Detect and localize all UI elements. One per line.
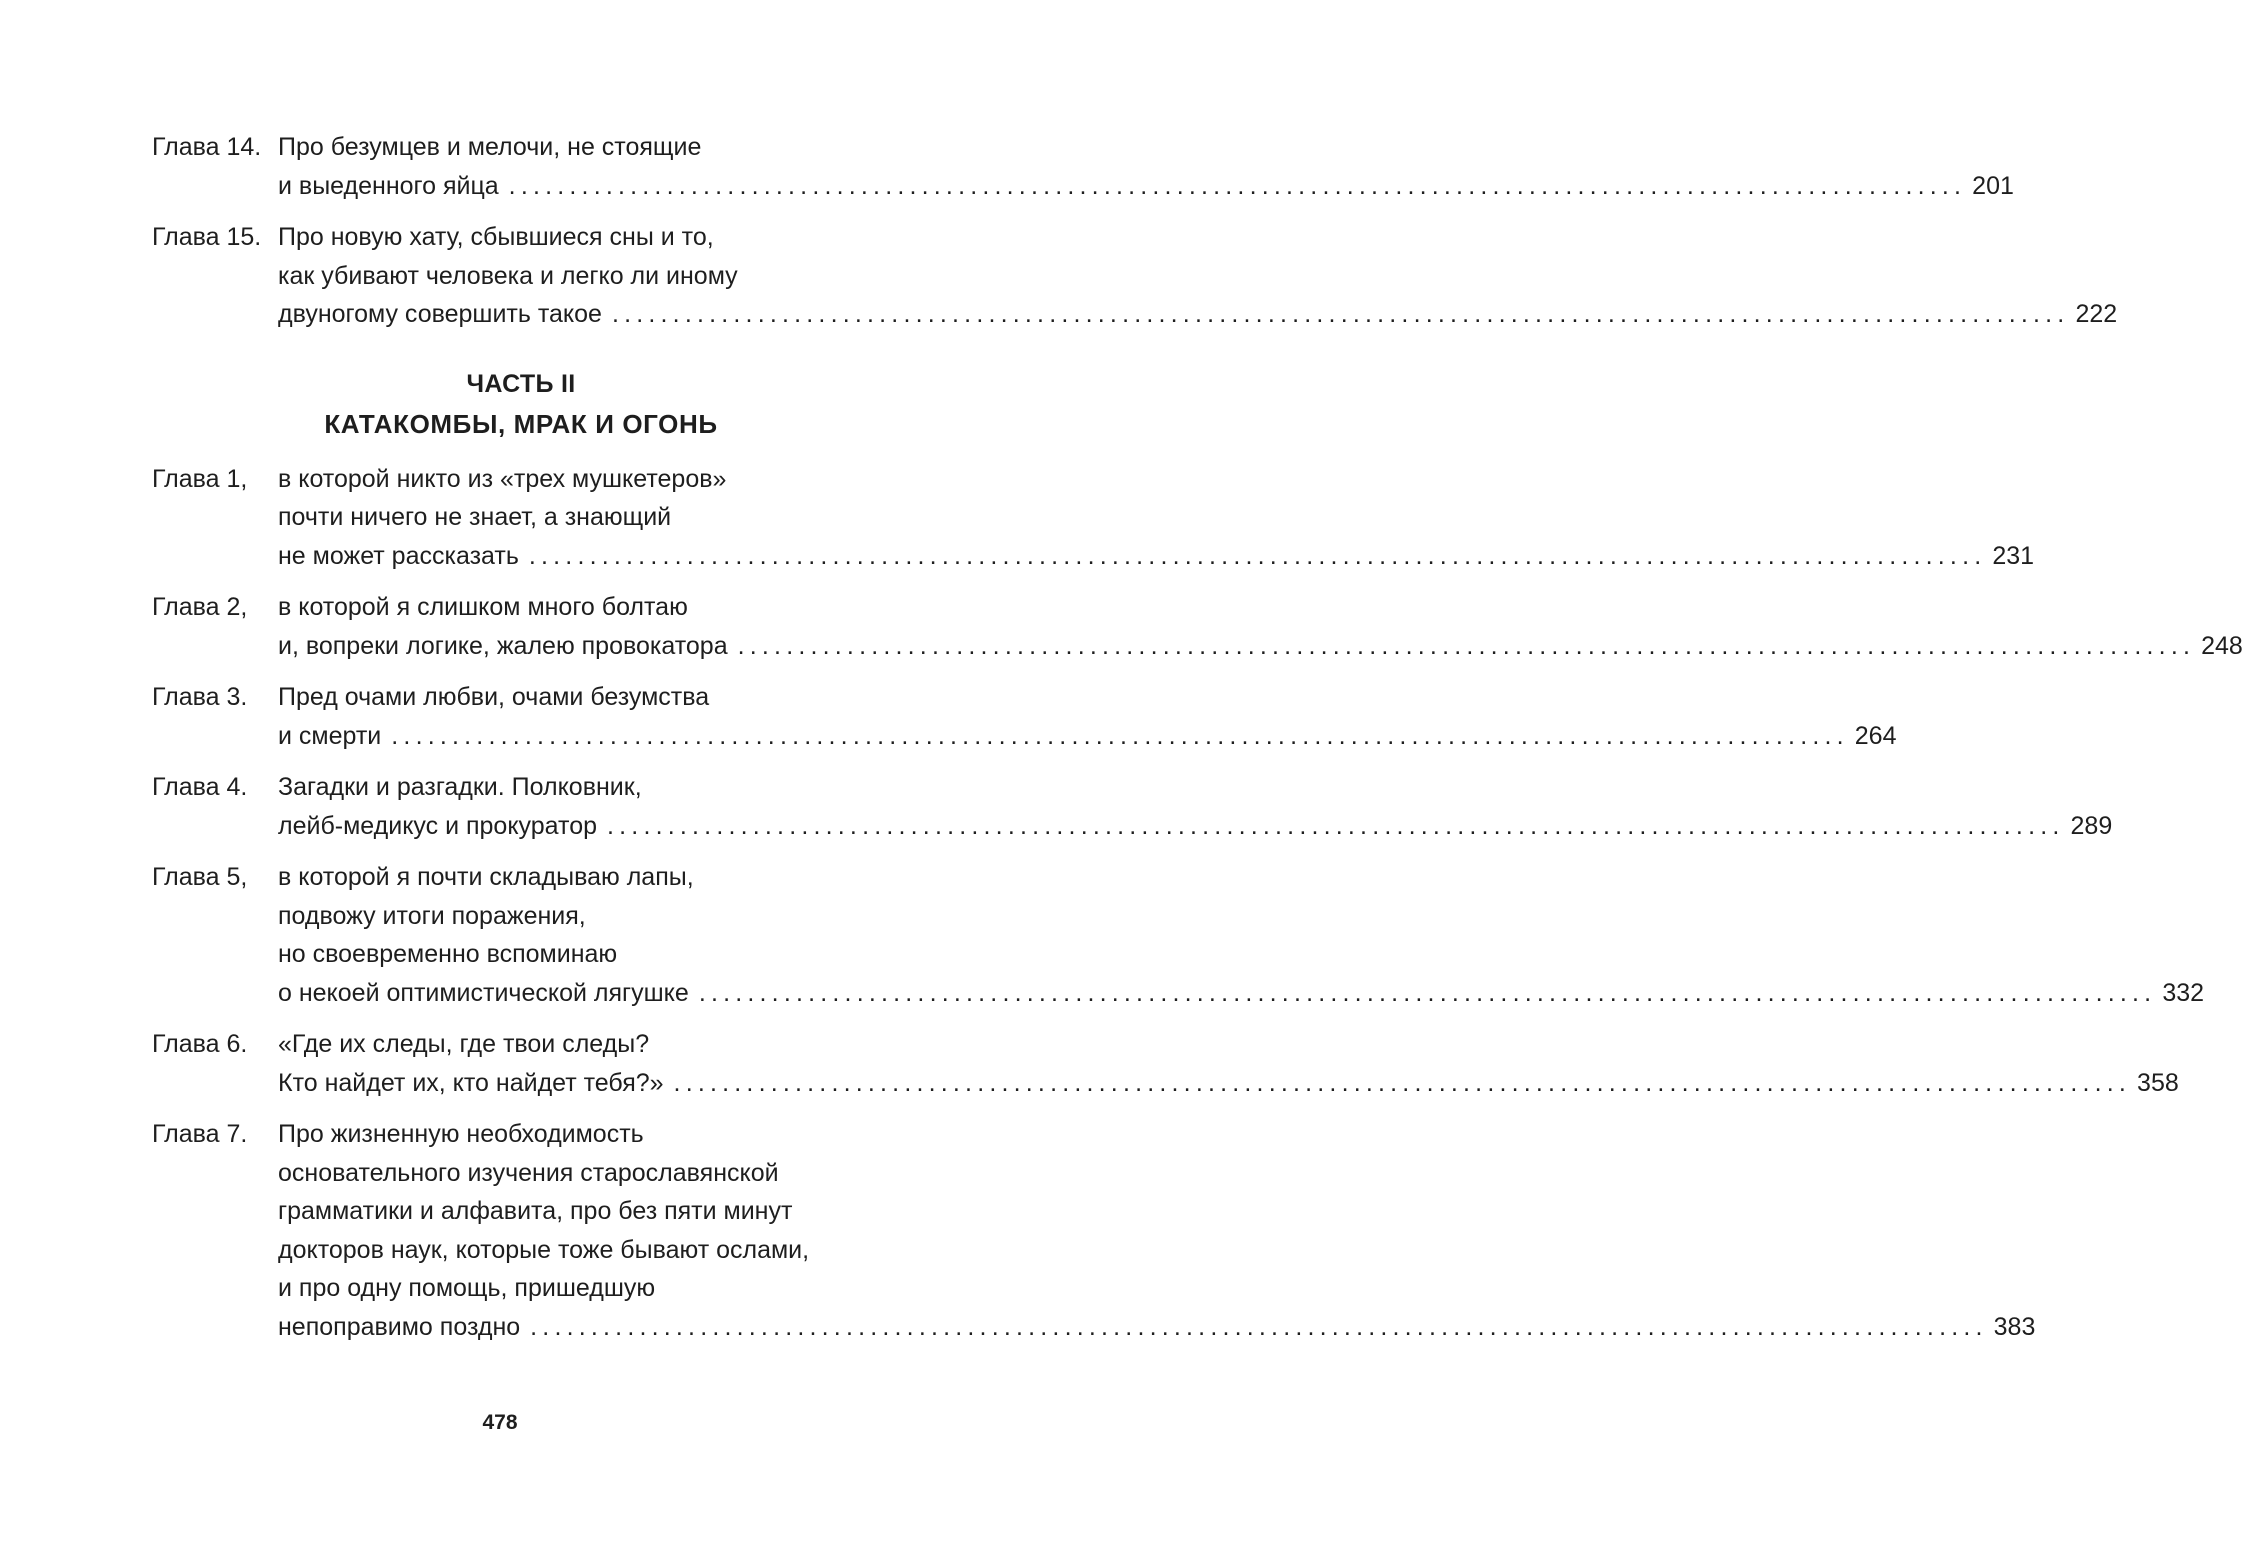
dot-leader: ........................................................................................................................ <box>528 541 1987 570</box>
title-line: Про жизненную необходимость <box>278 1120 644 1148</box>
chapter-label: Глава 14. <box>152 133 262 161</box>
dot-leader: ........................................................................................................................ <box>737 631 2196 660</box>
chapter-title <box>278 678 1897 755</box>
chapter-title <box>278 588 2243 665</box>
dot-leader: ........................................................................................................................ <box>391 721 1849 750</box>
chapter-label: Глава 2, <box>152 593 248 621</box>
title-line: лейб-медикус и прокуратор <box>278 811 598 840</box>
part-title: КАТАКОМБЫ, МРАК И ОГОНЬ <box>324 408 718 439</box>
chapter-label: Глава 1, <box>152 464 248 493</box>
chapter-label: Глава 4. <box>152 773 248 801</box>
title-line: основательного изучения старославянской <box>278 1158 779 1187</box>
title-line: Пред очами любви, очами безумства <box>278 683 710 711</box>
dot-leader: ........................................................................................................................ <box>673 1068 2132 1097</box>
chapter-title <box>278 858 2205 1012</box>
title-last-line <box>278 1064 2179 1103</box>
title-line: двуногому совершить такое <box>278 300 602 328</box>
toc-entry-chapter-2 <box>152 588 2243 665</box>
toc-entry-chapter-15 <box>152 218 2118 334</box>
title-line: не может рассказать <box>278 541 519 570</box>
toc-entry-chapter-4 <box>152 768 2113 845</box>
title-line: о некоей оптимистической лягушке <box>278 978 689 1007</box>
chapter-title <box>278 128 2014 205</box>
title-line: грамматики и алфавита, про без пяти минут <box>278 1197 793 1225</box>
part-label: ЧАСТЬ II <box>466 369 576 398</box>
toc-entry-chapter-7 <box>152 1115 2036 1346</box>
title-last-line <box>278 717 1897 756</box>
chapter-label: Глава 5, <box>152 863 248 891</box>
title-last-line <box>278 167 2014 206</box>
page-number: 222 <box>2075 300 2118 328</box>
toc-entry-chapter-14 <box>152 128 2014 205</box>
chapter-label: Глава 3. <box>152 683 248 711</box>
title-line: но своевременно вспоминаю <box>278 940 618 968</box>
title-line: в которой я почти складываю лапы, <box>278 863 694 891</box>
title-line: докторов наук, которые тоже бывают ослами, <box>278 1235 810 1264</box>
page-number: 332 <box>2162 978 2205 1007</box>
table-of-contents <box>152 128 2243 1359</box>
page-number: 264 <box>1854 721 1897 750</box>
toc-entry-chapter-5 <box>152 858 2205 1012</box>
dot-leader: ........................................................................................................................ <box>508 171 1967 200</box>
chapter-title <box>278 1025 2179 1102</box>
title-line: непоправимо поздно <box>278 1312 521 1341</box>
page-number: 383 <box>1993 1312 2036 1341</box>
title-line: Кто найдет их, кто найдет тебя?» <box>278 1068 664 1097</box>
title-last-line <box>278 807 2113 846</box>
page-number: 201 <box>1972 171 2014 200</box>
chapter-title <box>278 768 2113 845</box>
chapter-title <box>278 1115 2036 1346</box>
title-line: в которой я слишком много болтаю <box>278 593 688 621</box>
title-line: Загадки и разгадки. Полковник, <box>278 773 642 801</box>
title-line: и, вопреки логике, жалею провокатора <box>278 631 728 660</box>
title-line: в которой никто из «трех мушкетеров» <box>278 464 727 493</box>
title-last-line <box>278 1308 2036 1347</box>
page-number: 289 <box>2070 811 2113 840</box>
title-line: как убивают человека и легко ли иному <box>278 261 738 290</box>
title-line: подвожу итоги поражения, <box>278 901 586 930</box>
title-line: «Где их следы, где твои следы? <box>278 1030 650 1058</box>
page-folio: 478 <box>482 1411 518 1434</box>
part-heading <box>152 364 890 444</box>
chapter-title <box>278 218 2118 334</box>
title-line: и выеденного яйца <box>278 171 499 200</box>
dot-leader: ........................................................................................................................ <box>611 300 2070 328</box>
title-last-line <box>278 295 2118 334</box>
title-line: Про безумцев и мелочи, не стоящие <box>278 133 702 161</box>
title-line: почти ничего не знает, а знающий <box>278 503 672 531</box>
title-last-line <box>278 537 2035 576</box>
title-last-line <box>278 974 2205 1013</box>
title-line: Про новую хату, сбывшиеся сны и то, <box>278 223 714 251</box>
dot-leader: ........................................................................................................................ <box>530 1312 1988 1341</box>
chapter-label: Глава 6. <box>152 1030 248 1058</box>
title-last-line <box>278 627 2243 666</box>
toc-entry-chapter-3 <box>152 678 1897 755</box>
toc-entry-chapter-1 <box>152 460 2035 576</box>
page-number: 231 <box>1992 541 2035 570</box>
dot-leader: ........................................................................................................................ <box>698 978 2157 1007</box>
chapter-title <box>278 460 2035 576</box>
toc-entry-chapter-6 <box>152 1025 2179 1102</box>
dot-leader: ........................................................................................................................ <box>607 811 2065 840</box>
title-line: и смерти <box>278 721 382 750</box>
page-number: 248 <box>2201 631 2243 660</box>
chapter-label: Глава 15. <box>152 223 262 251</box>
chapter-label: Глава 7. <box>152 1120 248 1148</box>
title-line: и про одну помощь, пришедшую <box>278 1274 656 1302</box>
page-number: 358 <box>2137 1068 2179 1097</box>
